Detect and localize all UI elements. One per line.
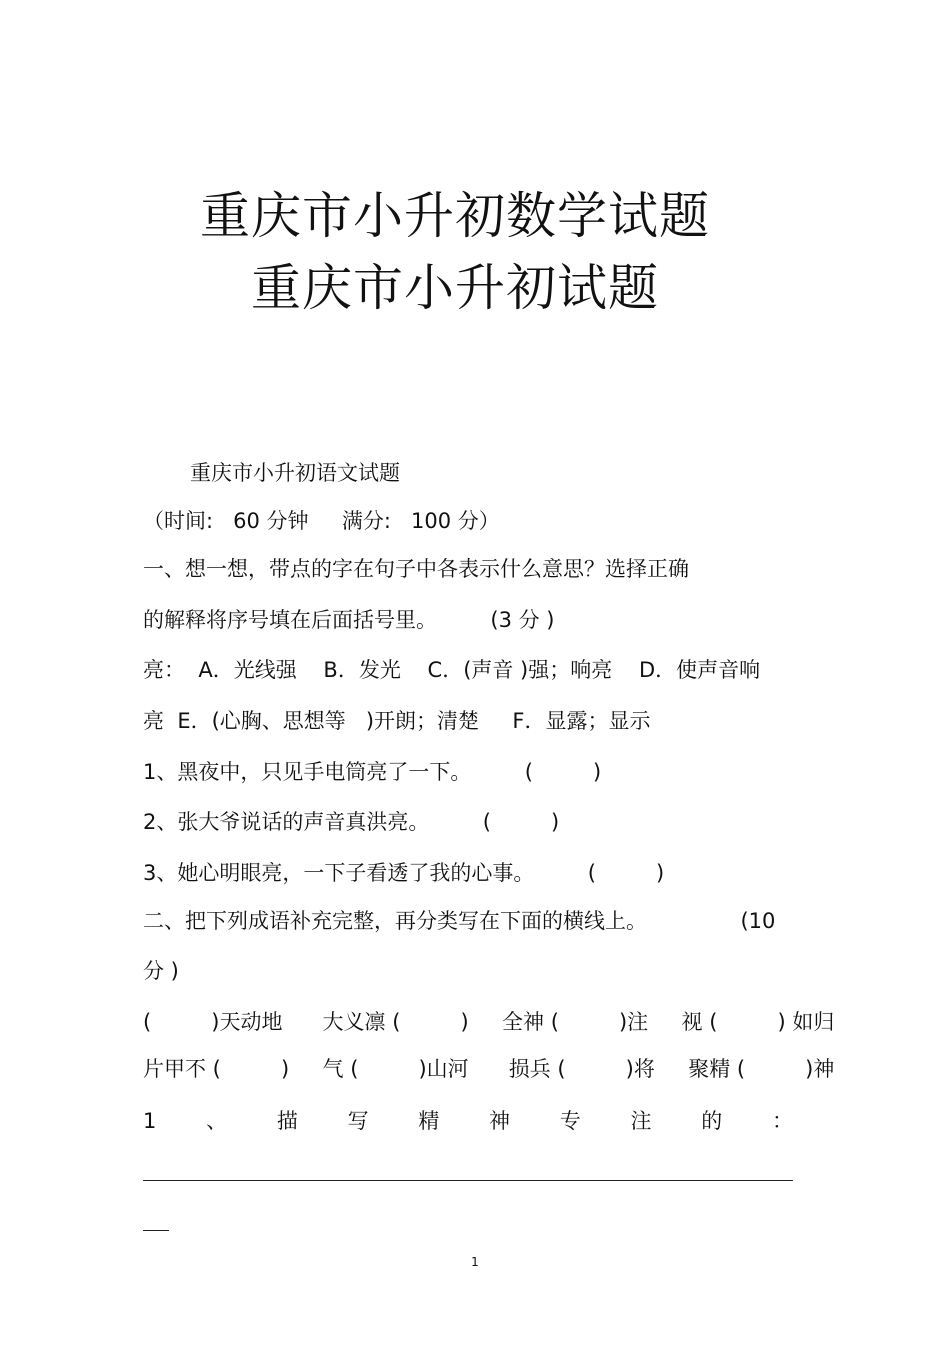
- document-title: 重庆市小升初数学试题: [200, 187, 710, 245]
- question-1-intro: 一、想一想，带点的字在句子中各表示什么意思？选择正确: [143, 557, 689, 581]
- question-2-idioms-row-2: 片甲不 ( ) 气 ( )山河 损兵 ( )将 聚精 ( )神: [143, 1057, 835, 1081]
- category-char: 1: [143, 1109, 157, 1133]
- answer-blank-line: [143, 1180, 793, 1181]
- category-char: 写: [347, 1109, 369, 1133]
- category-char: 的: [701, 1109, 723, 1133]
- answer-blank-line-cont: [143, 1230, 169, 1231]
- category-char: 专: [559, 1109, 581, 1133]
- exam-time-score: （时间: 60 分钟 满分: 100 分）: [143, 509, 500, 533]
- page-number: 1: [471, 1255, 479, 1269]
- question-1-options-cont: 亮 E．(心胸、思想等 )开朗；清楚 F．显露；显示: [143, 709, 651, 733]
- question-1-sentence-3: 3、她心明眼亮，一下子看透了我的心事。 ( ): [143, 861, 665, 885]
- question-1-options: 亮： A．光线强 B．发光 C．(声音 )强；响亮 D．使声音响: [143, 658, 761, 682]
- category-char: 描: [276, 1109, 298, 1133]
- question-1-sentence-2: 2、张大爷说话的声音真洪亮。 ( ): [143, 810, 560, 834]
- exam-name: 重庆市小升初语文试题: [190, 461, 400, 485]
- question-2-intro: 二、把下列成语补充完整，再分类写在下面的横线上。 (10: [143, 909, 776, 933]
- question-1-sentence-1: 1、黑夜中，只见手电筒亮了一下。 ( ): [143, 760, 602, 784]
- question-2-category-1: [143, 1106, 793, 1136]
- category-char: 注: [630, 1109, 652, 1133]
- category-char: ：: [771, 1109, 793, 1133]
- category-char: 、: [206, 1109, 228, 1133]
- category-char: 精: [418, 1109, 440, 1133]
- question-2-intro-cont: 分 ): [143, 959, 179, 983]
- category-char: 神: [489, 1109, 511, 1133]
- question-1-intro-cont: 的解释将序号填在后面括号里。 (3 分 ): [143, 608, 555, 632]
- document-subtitle-heading: 重庆市小升初试题: [251, 259, 659, 317]
- question-2-idioms-row-1: ( )天动地 大义凛 ( ) 全神 ( )注 视 ( ) 如归: [143, 1010, 835, 1034]
